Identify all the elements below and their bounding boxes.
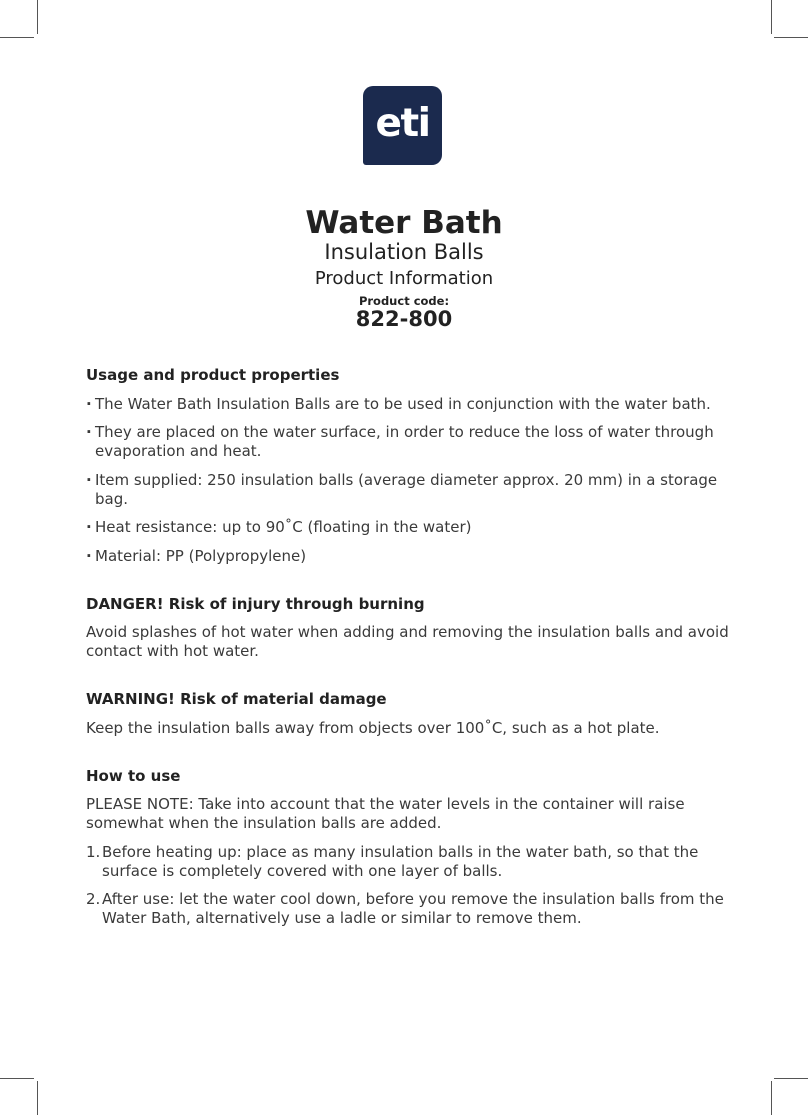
document-title: Water Bath — [305, 205, 503, 241]
warning-title: WARNING! Risk of material damage — [86, 690, 387, 708]
list-item — [86, 843, 736, 881]
list-item: · They are placed on the water surface, in order to reduce the loss of water through evaporation and heat. — [86, 423, 736, 461]
how-to-use-section — [86, 767, 736, 929]
danger-section — [86, 595, 736, 662]
list-item: · Heat resistance: up to 90˚C (floating in the water) — [86, 518, 736, 537]
logo-text: eti — [375, 101, 430, 146]
step-text: After use: let the water cool down, before you remove the insulation balls from the Water Bath, alternatively use a ladle or similar to remove them. — [102, 890, 724, 927]
section-gap — [86, 566, 736, 595]
how-to-use-note: PLEASE NOTE: Take into account that the water levels in the container will raise somewhat when the insulation balls are added. — [86, 795, 685, 832]
usage-list — [86, 395, 736, 566]
product-code: 822-800 — [355, 307, 453, 331]
document-subtitle: Insulation Balls — [324, 240, 484, 264]
section-gap — [86, 661, 736, 690]
crop-mark-bottom-left — [37, 1081, 38, 1115]
how-to-use-title: How to use — [86, 766, 181, 785]
crop-mark-top-left — [37, 0, 38, 34]
crop-mark-top-right-h — [774, 37, 808, 38]
warning-section — [86, 690, 736, 738]
list-item — [86, 890, 736, 928]
step-number: 2. — [86, 890, 101, 908]
warning-text: Keep the insulation balls away from objects over 100˚C, such as a hot plate. — [86, 718, 660, 737]
list-item: · Item supplied: 250 insulation balls (average diameter approx. 20 mm) in a storage bag. — [86, 471, 736, 509]
product-information-heading: Product Information — [314, 268, 494, 289]
how-to-use-steps — [86, 843, 736, 929]
list-item: · Material: PP (Polypropylene) — [86, 547, 736, 566]
crop-mark-bottom-left-h — [0, 1078, 34, 1079]
usage-title: Usage and product properties — [86, 366, 340, 384]
product-code-label: Product code: — [358, 294, 450, 308]
section-gap — [86, 738, 736, 767]
crop-mark-bottom-right-h — [774, 1078, 808, 1079]
document-body — [86, 366, 736, 928]
step-text: Before heating up: place as many insulation balls in the water bath, so that the surface is completely covered with one layer of balls. — [102, 842, 699, 880]
crop-mark-top-right — [771, 0, 772, 34]
crop-mark-top-left-h — [0, 37, 34, 38]
danger-title: DANGER! Risk of injury through burning — [86, 594, 425, 613]
usage-section — [86, 366, 736, 566]
eti-logo — [363, 86, 442, 165]
step-number: 1. — [86, 842, 101, 861]
list-item: · The Water Bath Insulation Balls are to be used in conjunction with the water bath. — [86, 395, 736, 414]
danger-text: Avoid splashes of hot water when adding and removing the insulation balls and avoid contact with hot water. — [86, 623, 729, 660]
crop-mark-bottom-right — [771, 1081, 772, 1115]
